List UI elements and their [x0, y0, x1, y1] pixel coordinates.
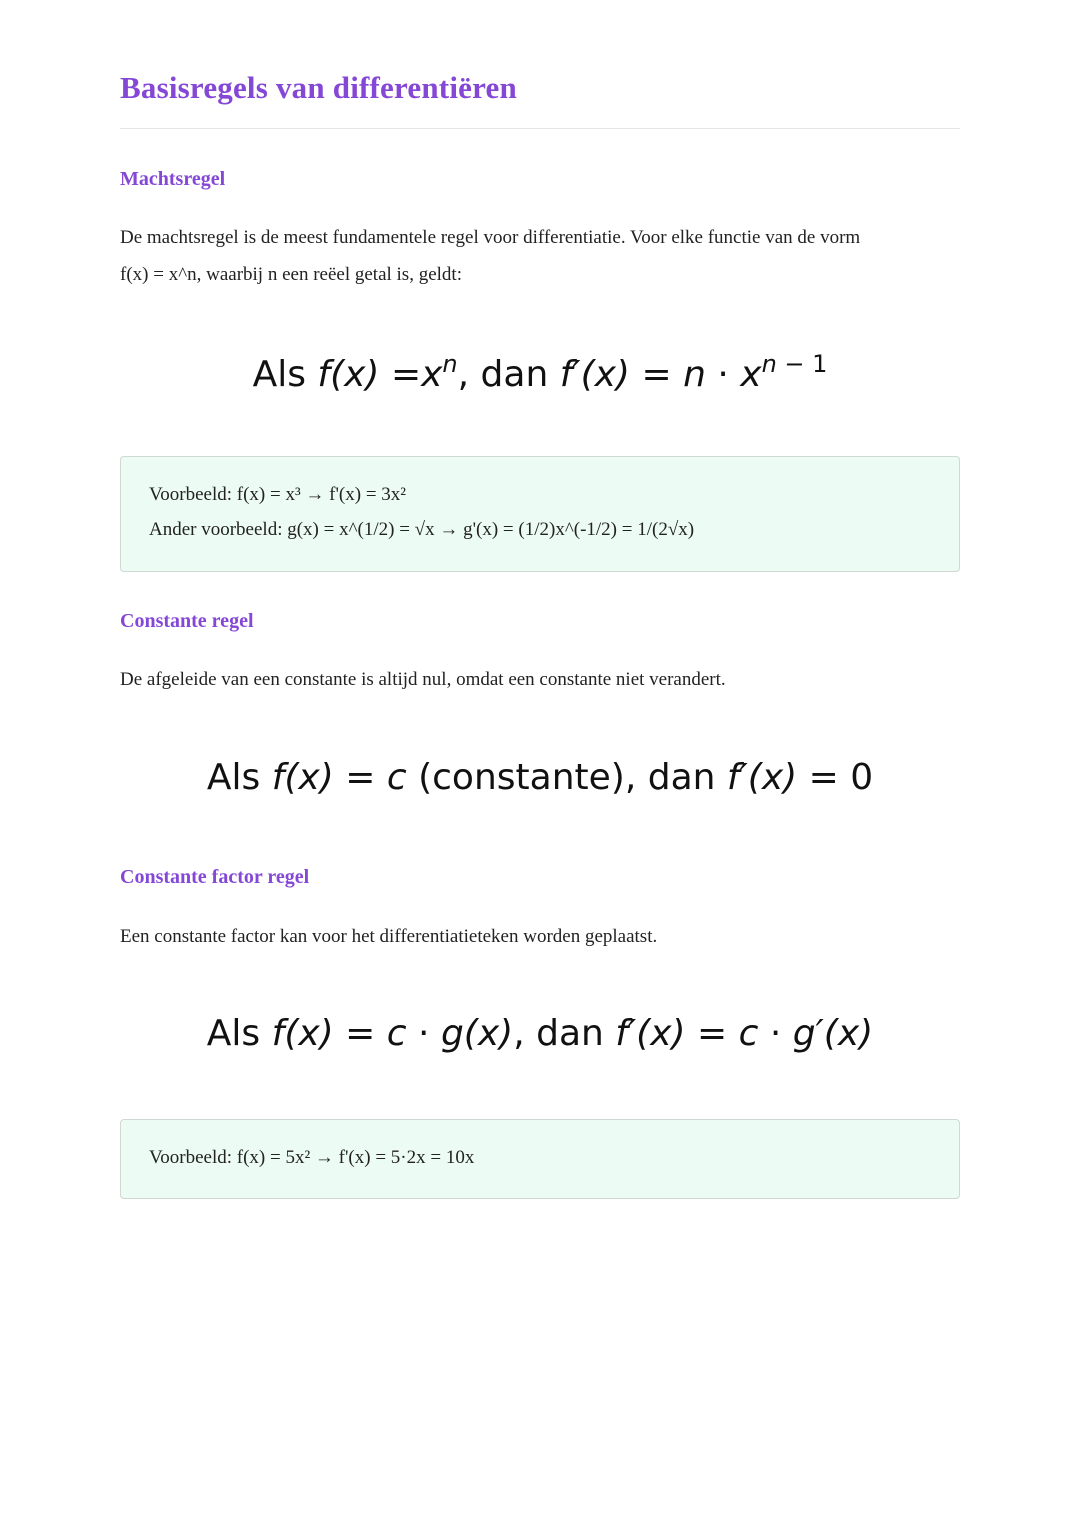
formula-operator: =	[697, 1013, 728, 1054]
section-paragraph-constante-regel	[120, 661, 960, 698]
formula-word: Als	[206, 757, 261, 798]
section-paragraph-machtsregel	[120, 219, 960, 293]
formula-term: f′(x)	[726, 757, 798, 798]
formula-term: f′(x)	[615, 1013, 686, 1054]
formula-term: n	[683, 354, 706, 395]
exponent-var: n	[761, 350, 777, 378]
exponent-rest: − 1	[776, 350, 828, 378]
section-paragraph-constante-factor-regel	[120, 918, 960, 955]
example-box-power-rule	[120, 456, 960, 572]
formula-operator: =	[390, 354, 422, 395]
formula-term: 0	[850, 757, 874, 798]
formula-term: c	[738, 1013, 759, 1054]
formula-exponent	[762, 350, 828, 378]
formula-word: Als	[252, 354, 306, 395]
formula-operator: =	[808, 757, 839, 798]
formula-term: c	[386, 757, 407, 798]
formula-term: x	[740, 354, 762, 395]
example-line: Voorbeeld: f(x) = x³ → f'(x) = 3x²	[149, 484, 406, 505]
formula-term: g(x)	[440, 1013, 514, 1054]
formula-term: f(x)	[317, 354, 380, 395]
formula-operator: =	[345, 757, 376, 798]
title-divider	[120, 128, 960, 129]
formula-word: dan	[536, 1013, 604, 1054]
formula-punct: ,	[513, 1013, 525, 1054]
formula-term: x	[421, 354, 443, 395]
formula-power-rule	[120, 350, 960, 395]
paragraph-line: De machtsregel is de meest fundamentele regel voor differentiatie. Voor elke functie van de vorm	[120, 227, 861, 248]
formula-operator: =	[641, 354, 672, 395]
formula-term: f(x)	[271, 1013, 334, 1054]
section-heading-constante-regel: Constante regel	[120, 610, 254, 632]
formula-operator: ·	[717, 354, 729, 395]
formula-term: c	[386, 1013, 407, 1054]
paragraph-line: f(x) = x^n, waarbij n een reëel getal is, geldt:	[120, 264, 462, 285]
formula-word: (constante),	[418, 757, 637, 798]
section-heading-machtsregel: Machtsregel	[120, 168, 226, 190]
formula-word: dan	[647, 757, 716, 798]
example-line: Voorbeeld: f(x) = 5x² → f'(x) = 5·2x = 10x	[149, 1147, 475, 1168]
formula-constant-factor-rule	[120, 1013, 960, 1054]
formula-term: f′(x)	[559, 354, 630, 395]
example-box-constant-factor	[120, 1119, 960, 1199]
formula-operator: ·	[418, 1013, 430, 1054]
formula-term: f(x)	[271, 757, 334, 798]
page-title: Basisregels van differentiëren	[120, 70, 517, 105]
formula-exponent: n	[442, 350, 458, 378]
formula-punct: ,	[457, 354, 470, 395]
formula-operator: ·	[769, 1013, 782, 1054]
paragraph-line: De afgeleide van een constante is altijd nul, omdat een constante niet verandert.	[120, 669, 726, 690]
formula-term: g′(x)	[792, 1013, 874, 1054]
section-heading-constante-factor-regel: Constante factor regel	[120, 866, 310, 888]
formula-word: Als	[206, 1013, 261, 1054]
example-line: Ander voorbeeld: g(x) = x^(1/2) = √x → g'(x) = (1/2)x^(-1/2) = 1/(2√x)	[149, 519, 695, 540]
formula-word: dan	[480, 354, 549, 395]
formula-operator: =	[345, 1013, 376, 1054]
formula-constant-rule	[120, 757, 960, 798]
paragraph-line: Een constante factor kan voor het differentiatieteken worden geplaatst.	[120, 926, 658, 947]
